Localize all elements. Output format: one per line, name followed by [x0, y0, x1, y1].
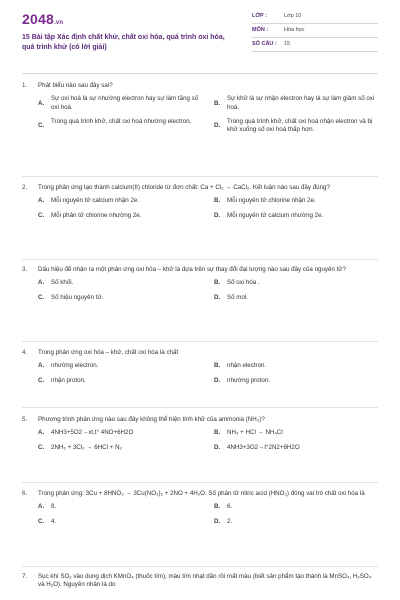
option-letter: A. [38, 362, 45, 370]
question-number: 4. [22, 349, 28, 356]
question-number: 3. [22, 266, 28, 273]
option-a[interactable] [38, 197, 202, 205]
option-letter: D. [214, 122, 221, 130]
question-number: 5. [22, 416, 28, 423]
question-text: Trong phản ứng: 3Cu + 8HNO₃ → 3Cu(NO₃)₂ + 2NO + 4H₂O. Số phân tử nitric acid (HNO₃) đóng vai trò chất oxi hóa là [38, 490, 365, 497]
option-letter: B. [214, 503, 221, 511]
option-d[interactable] [214, 377, 378, 385]
option-c[interactable] [38, 444, 202, 452]
option-c[interactable] [38, 377, 202, 385]
option-a[interactable] [38, 503, 202, 511]
option-text: Số khối. [51, 279, 74, 287]
option-letter: D. [214, 211, 221, 219]
option-b[interactable] [214, 429, 378, 437]
option-a[interactable] [38, 429, 202, 437]
question-text: Dấu hiệu để nhận ra một phản ứng oxi hóa – khử là dựa trên sự thay đổi đại lượng nào sau đây của nguyên tử? [38, 266, 346, 273]
question-6 [22, 490, 378, 532]
question-divider [22, 176, 378, 177]
option-text: 2NH₃ + 3Cl₂ → 6HCl + N₂ [51, 443, 122, 451]
meta-key: SỐ CÂU : [252, 40, 277, 47]
question-text: Trong phản ứng tạo thành calcium(II) chloride từ đơn chất: Ca + Cl₂ → CaCl₂. Kết luận nào sau đây đúng? [38, 184, 330, 191]
option-text: Mỗi phân tử chlorine nhường 2e. [51, 211, 142, 219]
option-letter: A. [38, 197, 45, 205]
option-text: Số oxi hóa . [227, 279, 260, 287]
option-b[interactable] [214, 95, 378, 112]
option-d[interactable] [214, 518, 378, 526]
option-text: 8. [51, 503, 57, 511]
option-text: 4NH3+3O2→t°2N2+6H2O [227, 443, 300, 451]
option-c[interactable] [38, 294, 202, 302]
question-text: Phương trình phản ứng nào sau đây không thể hiện tính khử của ammonia (NH₃)? [38, 416, 265, 423]
question-text: Phát biểu nào sau đây sai? [38, 82, 113, 89]
option-letter: A. [38, 429, 45, 437]
question-text: Sục khí SO₂ vào dung dịch KMnO₄ (thuốc tím), màu tím nhạt dần rồi mất màu (biết sản phẩm tạo thành là MnSO₄, H₂SO₄ và H₂O). Nguyên nhân là do [38, 573, 372, 589]
option-b[interactable] [214, 279, 378, 287]
header-divider [22, 73, 378, 74]
meta-row-grade [252, 10, 378, 24]
meta-key: MÔN : [252, 26, 269, 33]
option-letter: B. [214, 279, 221, 287]
logo-text: 2048 [22, 11, 54, 27]
option-letter: C. [38, 443, 45, 451]
option-text: Mỗi nguyên tử calcium nhận 2e. [51, 197, 140, 205]
option-text: nhường electron. [51, 362, 99, 370]
meta-key: LỚP : [252, 12, 267, 19]
option-c[interactable] [38, 118, 202, 135]
option-letter: B. [214, 429, 221, 437]
meta-table [252, 10, 378, 52]
option-letter: C. [38, 517, 45, 525]
page-title: 15 Bài tập Xác định chất khử, chất oxi hóa, quá trình oxi hóa, quá trình khử (có lời giải) [22, 34, 225, 52]
option-c[interactable] [38, 518, 202, 526]
option-a[interactable] [38, 279, 202, 287]
option-text: Số mol. [227, 293, 248, 301]
option-letter: C. [38, 376, 45, 384]
question-number: 1. [22, 82, 28, 89]
meta-value: Lớp 10 [284, 12, 302, 19]
question-divider [22, 341, 378, 342]
option-text: Sự khử là sự nhận electron hay là sự làm giảm số oxi hoá. [227, 95, 375, 111]
option-letter: C. [38, 122, 45, 130]
option-letter: C. [38, 293, 45, 301]
option-text: Sự oxi hoá là sự nhường electron hay sự làm tăng số oxi hoá. [51, 95, 199, 111]
option-text: 4. [51, 517, 57, 525]
option-text: nhường proton. [227, 376, 270, 384]
option-d[interactable] [214, 444, 378, 452]
meta-row-count [252, 38, 378, 52]
meta-row-subject [252, 24, 378, 38]
option-text: Mỗi nguyên tử chlorine nhận 2e. [227, 197, 316, 205]
option-text: 4NH3+5O2→xt,t° 4NO+6H2O [51, 429, 134, 437]
site-logo[interactable] [22, 10, 63, 29]
option-text: Trong quá trình khử, chất oxi hoá nhận electron và bị khử xuống số oxi hoá thấp hơn. [227, 118, 373, 134]
option-text: nhận electron. [227, 362, 267, 370]
option-text: NH₃ + HCl → NH₄Cl [227, 429, 283, 437]
option-letter: D. [214, 293, 221, 301]
meta-value: 15 [284, 40, 291, 47]
option-text: 6. [227, 503, 233, 511]
option-d[interactable] [214, 294, 378, 302]
question-2 [22, 184, 378, 226]
question-divider [22, 566, 378, 567]
option-b[interactable] [214, 362, 378, 370]
option-text: Trong quá trình khử, chất oxi hoá nhường electron. [51, 118, 192, 126]
question-divider [22, 259, 378, 260]
option-text: 2. [227, 517, 233, 525]
option-a[interactable] [38, 95, 202, 112]
option-letter: D. [214, 517, 221, 525]
option-letter: A. [38, 99, 45, 107]
question-7 [22, 573, 378, 590]
option-letter: C. [38, 211, 45, 219]
option-letter: B. [214, 99, 221, 107]
question-number: 6. [22, 490, 28, 497]
question-divider [22, 482, 378, 483]
option-b[interactable] [214, 197, 378, 205]
question-number: 2. [22, 184, 28, 191]
question-5 [22, 416, 378, 458]
option-text: nhận proton. [51, 376, 86, 384]
question-text: Trong phản ứng oxi hóa – khử, chất oxi hóa là chất [38, 349, 179, 356]
option-c[interactable] [38, 212, 202, 220]
option-letter: B. [214, 197, 221, 205]
logo-suffix: .vn [53, 20, 64, 26]
question-1 [22, 82, 378, 141]
question-3 [22, 266, 378, 308]
option-a[interactable] [38, 362, 202, 370]
question-4 [22, 349, 378, 391]
option-letter: B. [214, 362, 221, 370]
option-letter: A. [38, 503, 45, 511]
option-letter: D. [214, 376, 221, 384]
meta-value: Hóa học [284, 26, 305, 33]
question-divider [22, 407, 378, 408]
option-b[interactable] [214, 503, 378, 511]
option-d[interactable] [214, 118, 378, 135]
option-text: Số hiệu nguyên tử. [51, 293, 104, 301]
option-letter: D. [214, 443, 221, 451]
option-letter: A. [38, 279, 45, 287]
question-number: 7. [22, 573, 28, 580]
option-text: Mỗi nguyên tử calcium nhường 2e. [227, 211, 324, 219]
option-d[interactable] [214, 212, 378, 220]
